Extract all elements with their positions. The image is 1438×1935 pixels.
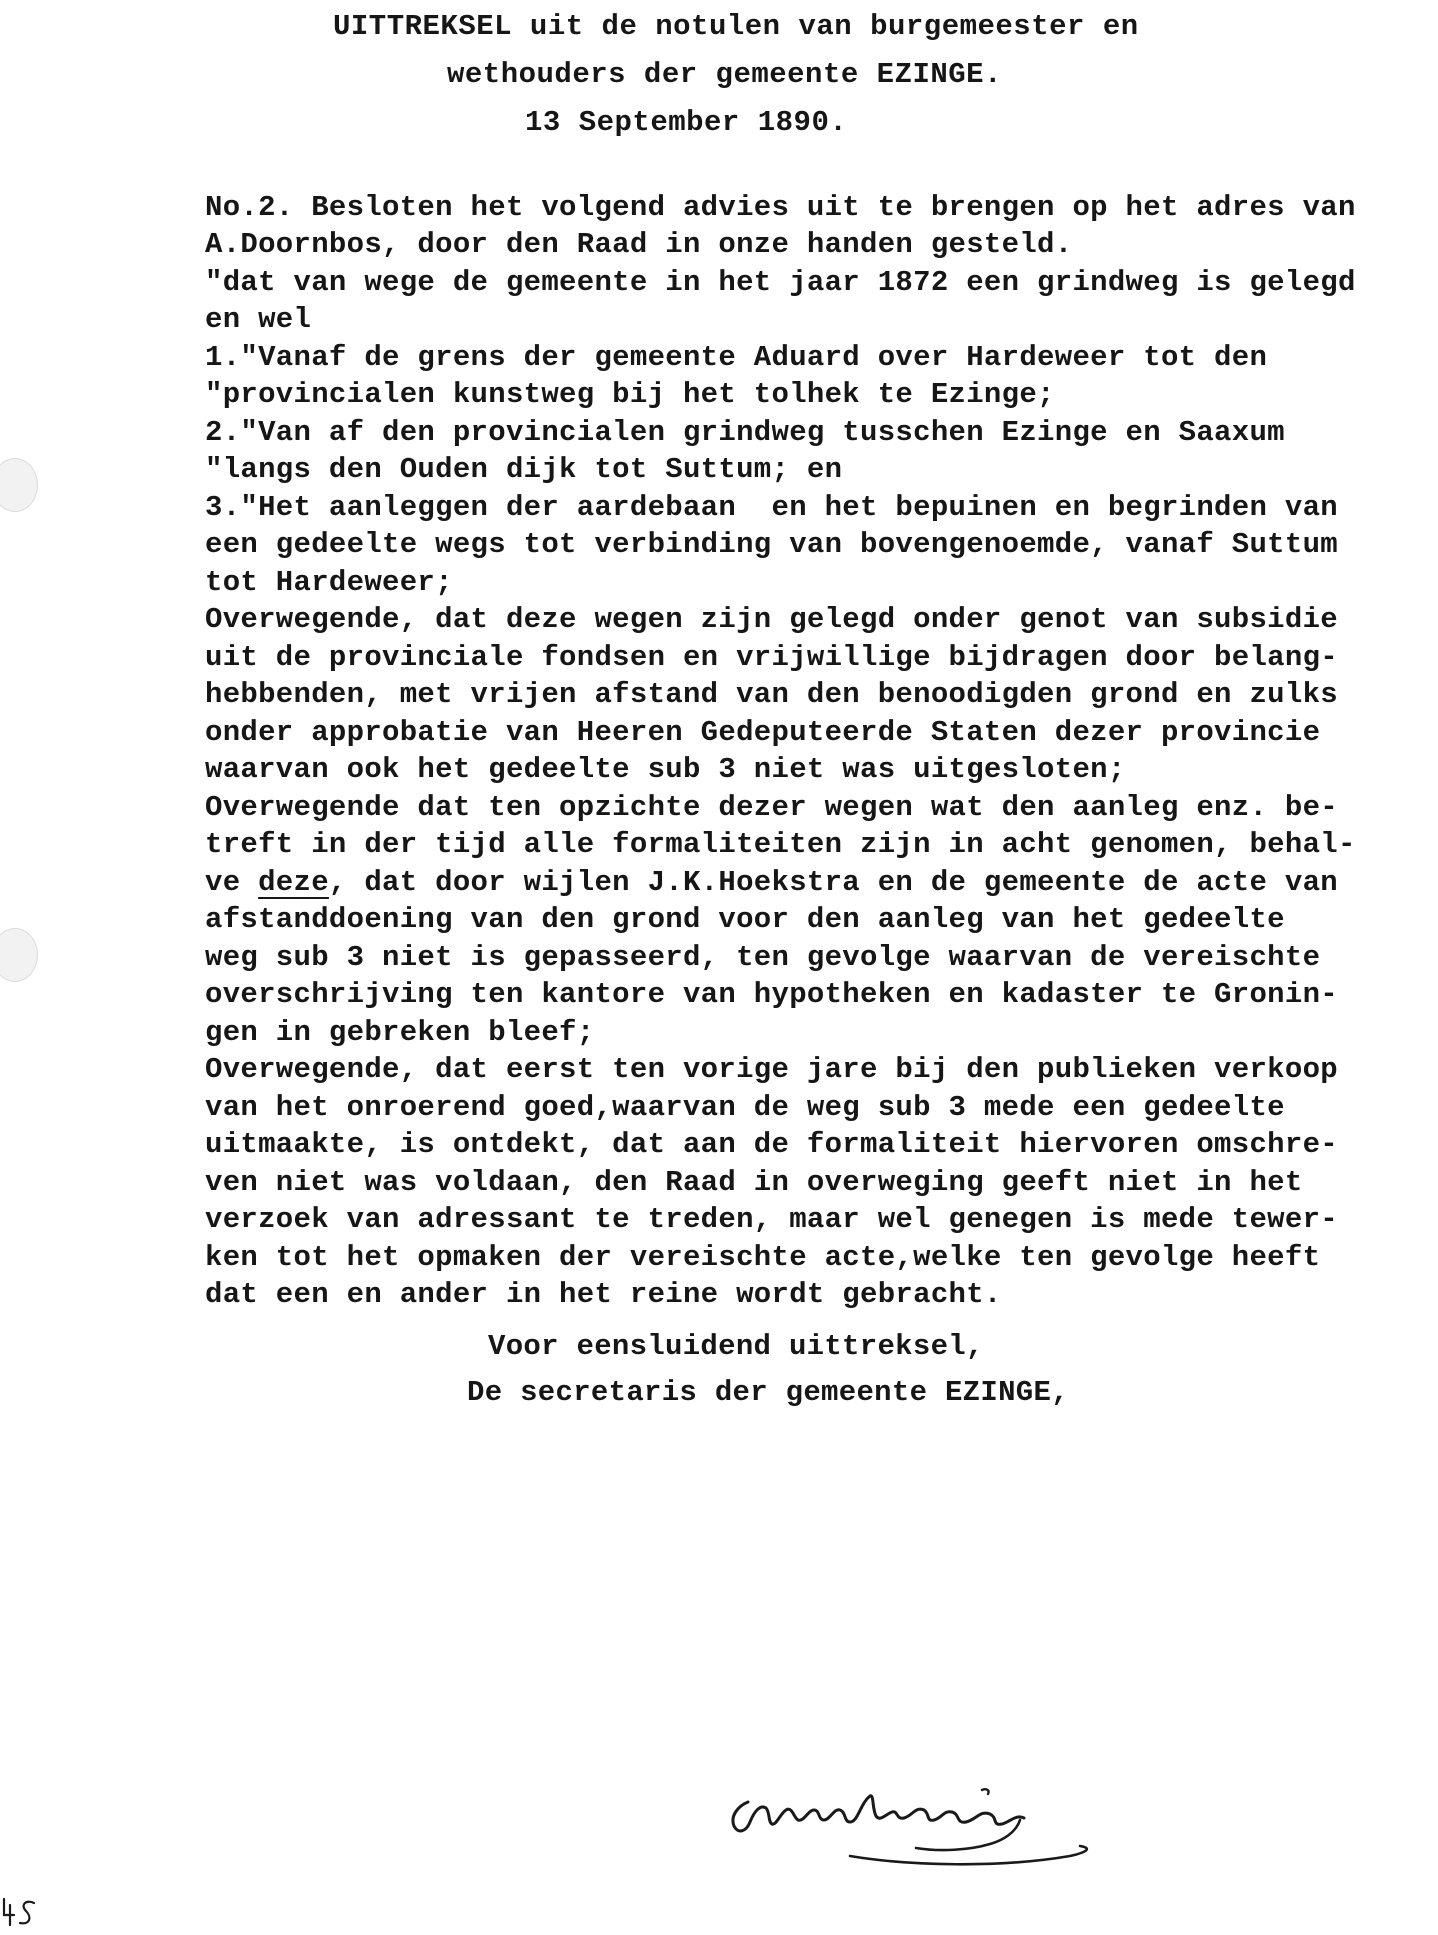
body-line: A.Doornbos, door den Raad in onze handen gesteld. [205,228,1073,261]
body-line: treft in der tijd alle formaliteiten zijn in acht genomen, behal- [205,828,1356,861]
closing-certification: Voor eensluidend uittreksel, [488,1330,984,1363]
corner-handwritten-mark [0,1895,40,1935]
body-line: 1."Vanaf de grens der gemeente Aduard over Hardeweer tot den [205,341,1268,374]
body-line: een gedeelte wegs tot verbinding van bovengenoemde, vanaf Suttum [205,528,1338,561]
document-date: 13 September 1890. [525,106,848,139]
body-line: "provincialen kunstweg bij het tolhek te Ezinge; [205,378,1055,411]
body-line: 3."Het aanleggen der aardebaan en het bepuinen en begrinden van [205,491,1338,524]
body-line: van het onroerend goed,waarvan de weg sub 3 mede een gedeelte [205,1091,1285,1124]
body-line: 2."Van af den provincialen grindweg tusschen Ezinge en Saaxum [205,416,1285,449]
body-line: weg sub 3 niet is gepasseerd, ten gevolge waarvan de vereischte [205,941,1321,974]
body-line: ven niet was voldaan, den Raad in overweging geeft niet in het [205,1166,1303,1199]
body-line: Overwegende, dat eerst ten vorige jare bij den publieken verkoop [205,1053,1338,1086]
punch-hole-top [0,458,38,512]
body-line: hebbenden, met vrijen afstand van den benoodigden grond en zulks [205,678,1338,711]
underlined-word: deze [258,866,329,899]
body-line: uitmaakte, is ontdekt, dat aan de formaliteit hiervoren omschre- [205,1128,1338,1161]
closing-secretary: De secretaris der gemeente EZINGE, [467,1376,1069,1409]
body-line: tot Hardeweer; [205,566,453,599]
body-line: overschrijving ten kantore van hypotheken en kadaster te Gronin- [205,978,1338,1011]
body-line: Overwegende dat ten opzichte dezer wegen wat den aanleg enz. be- [205,791,1338,824]
signature-image [720,1760,1140,1880]
body-line: "langs den Ouden dijk tot Suttum; en [205,453,843,486]
body-line: gen in gebreken bleef; [205,1016,595,1049]
document-title-line2: wethouders der gemeente EZINGE. [447,58,1002,91]
body-text-prefix: ve [205,866,259,899]
body-line: dat een en ander in het reine wordt gebracht. [205,1278,1002,1311]
secretary-signature [720,1760,1140,1885]
body-line: waarvan ook het gedeelte sub 3 niet was uitgesloten; [205,753,1126,786]
body-line: uit de provinciale fondsen en vrijwillige bijdragen door belang- [205,641,1338,674]
punch-hole-bottom [0,928,38,982]
body-text-rest: , dat door wijlen J.K.Hoekstra en de gemeente de acte van [328,866,1338,899]
corner-mark-image [0,1895,40,1930]
body-line: afstanddoening van den grond voor den aanleg van het gedeelte [205,903,1285,936]
body-line: Overwegende, dat deze wegen zijn gelegd onder genot van subsidie [205,603,1338,636]
body-line: No.2. Besloten het volgend advies uit te brengen op het adres van [205,191,1356,224]
body-line-with-underline [205,866,1338,899]
body-line: en wel [205,303,312,336]
document-title-line1: UITTREKSEL uit de notulen van burgemeester en [333,10,1139,43]
body-line: verzoek van adressant te treden, maar wel genegen is mede tewer- [205,1203,1338,1236]
body-line: ken tot het opmaken der vereischte acte,welke ten gevolge heeft [205,1241,1321,1274]
body-line: "dat van wege de gemeente in het jaar 1872 een grindweg is gelegd [205,266,1356,299]
body-line: onder approbatie van Heeren Gedeputeerde Staten dezer provincie [205,716,1321,749]
